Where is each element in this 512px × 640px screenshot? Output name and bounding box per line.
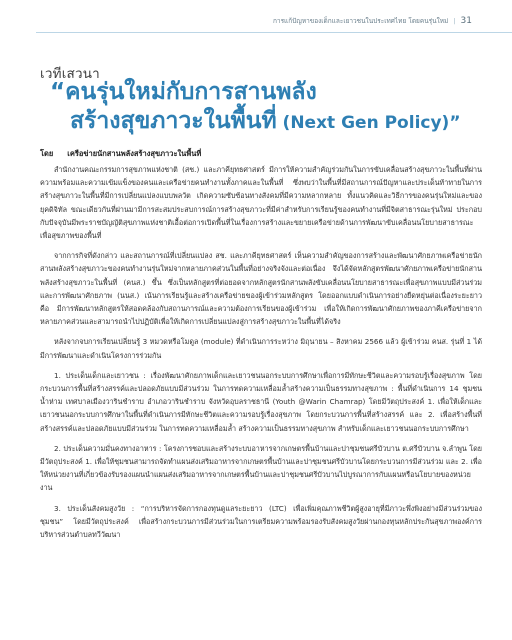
title-line-2	[50, 107, 461, 138]
title-line-2-thai: สร้างสุขภาวะในพื้นที่	[70, 108, 277, 134]
article-title	[50, 78, 461, 138]
byline-author: เครือข่ายนักสานพลังสร้างสุขภาวะในพื้นที่	[67, 149, 202, 158]
article-body	[40, 163, 482, 548]
title-line-1: “คนรุ่นใหม่กับการสานพลัง	[50, 79, 317, 105]
paragraph-item-food-security: 2. ประเด็นความมั่นคงทางอาหาร : โครงการชอบและสร้างระบบอาหารจากเกษตรพื้นบ้านและปาชุมชนศรีบัวบาน ต.ศรีบัวบาน จ.ลำพูน โดยมีวัตถุประสงค์ 1. เพื่อให้ชุมชนสามารถจัดทำแผนส่งเสริมอาหารจากเกษตรพื้นบ้านและปาชุมชนศรีบัวบานโดยกระบวนการมีส่วนร่วม และ 2. เพื่อให้หน่วยงานที่เกี่ยวข้องรับรองแผนนำแผนส่งเสริมอาหารจากเกษตรพื้นบ้านและปาชุมชนศรีบัวบานไปบูรณาการกับแผนหรือนโยบายของหน่วยงาน	[40, 443, 482, 493]
paragraph-item-youth: 1. ประเด็นเด็กและเยาวชน : เรื่องพัฒนาศักยภาพเด็กและเยาวชนนอกระบบการศึกษาเพื่อการมีทักษะชีวิตและความรอบรู้เรื่องสุขภาพ โดยกระบวนการพื้นที่สร้างสรรค์และปลอดภัยแบบมีส่วนร่วม ในการทดความเหลื่อมล้ำสร้างความเป็นธรรมทางสุขภาพ : พื้นที่ดำเนินการ 14 ชุมชนน้ำห่าม เทศบาลเมืองวารินชำราบ อำเภอวารินชำราบ จังหวัดอุบลราชธานี (Youth @Warin Chamrap) โดยมีวัตถุประสงค์ 1. เพื่อให้เด็กและเยาวชนนอกระบบการศึกษาในพื้นที่ดำเนินการมีทักษะชีวิตและความรอบรู้เรื่องสุขภาพ โดยกระบวนการพื้นที่สร้างสรรค์ และ 2. เพื่อสร้างพื้นที่สร้างสรรค์และปลอดภัยแบบมีส่วนร่วม ในการทดความเหลื่อมล้ำ สร้างความเป็นธรรมทางสุขภาพ สำหรับเด็กและเยาวชนนอกระบบการศึกษา	[40, 370, 482, 433]
title-line-2-english: (Next Gen Policy)”	[276, 113, 461, 133]
running-title: การแก้ปัญหาของเด็กและเยาวชนในประเทศไทย โดยคนรุ่นใหม่	[272, 17, 449, 25]
byline	[40, 148, 201, 160]
paragraph-summary: หลังจากจบการเรียนเปลี่ยนรู้ 3 หมวดหรือโมดูล (module) ที่ดำเนินการระหว่าง มิถุนายน – สิงหาคม 2566 แล้ว ผู้เข้าร่วม คนส. รุ่นที่ 1 ได้มีการพัฒนาและดำเนินโครงการร่วมกัน	[40, 337, 482, 360]
paragraph-context: จากการกิจที่ดังกล่าว และสถานการณ์ที่เปลี่ยนแปลง สช. และภาคียุทธศาสตร์ เห็นความสำคัญของการสร้างและพัฒนาศักยภาพเครือข่ายนักสานพลังสร้างสุขภาวะของคนทำงานรุ่นใหม่จากหลายภาคส่วนในพื้นที่อย่างจริงจังและต่อเนื่อง จึงได้จัดหลักสูตรพัฒนาศักยภาพเครือข่ายนักสานพลังสร้างสุขภาวะในพื้นที่ (คนส.) ขึ้น ซึ่งเป็นหลักสูตรที่ต่อยอดจากหลักสูตรนักสานพลังขับเคลื่อนนโยบายสาธารณะเพื่อสุขภาพแบบมีส่วนร่วมและการพัฒนาศักยภาพ (นนส.) เน้นการเรียนรู้และสร้างเครือข่ายของผู้เข้าร่วมหลักสูตร โดยออกแบบดำเนินการอย่างยืดหยุ่นต่อเนื่องระยะยาว คือ มีการพัฒนาหลักสูตรให้สอดคล้องกับสถานการณ์และความต้องการเรียนของผู้เข้าร่วม เพื่อให้เกิดการพัฒนาศักยภาพของภาคีเครือข่ายจากหลายภาคส่วนและสามารถนำไปปฏิบัติเพื่อให้เกิดการเปลี่ยนแปลงสู่การสร้างสุขภาวะในพื้นที่ได้จริง	[40, 251, 482, 327]
section-label: เวทีเสวนา	[40, 66, 100, 82]
paragraph-item-aging-society: 3. ประเด็นสังคมสูงวัย : “การบริหารจัดการกองทุนดูแลระยะยาว (LTC) เพื่อเพิ่มคุณภาพชีวิตผู้สูงอายุที่มีภาวะพึ่งพิงอย่างมีส่วนร่วมของชุมชน” โดยมีวัตถุประสงค์ เพื่อสร้างกระบวนการมีส่วนร่วมในการเตรียมความพร้อมรองรับสังคมสูงวัยผ่านกองทุนหลักประกันสุขภาพองค์การบริหารส่วนตำบลทวีวัฒนา	[40, 503, 482, 540]
byline-prefix: โดย	[40, 149, 54, 158]
paragraph-intro: สำนักงานคณะกรรมการสุขภาพแห่งชาติ (สช.) และภาคียุทธศาสตร์ มีการให้ความสำคัญร่วมกันในการขับเคลื่อนสร้างสุขภาวะในพื้นที่ผ่านความพร้อมและความเข้มแข็งของคนและเครือข่ายคนทำงานทั้งภาคและในพื้นที่ ซึ่งพบว่าในพื้นที่มีสถานการณ์ปัญหาและประเด็นท้าทายในการสร้างสุขภาวะในพื้นที่มีการเปลี่ยนแปลงแบบพลวัต เกิดความซับซ้อนทางสังคมที่มีความหลากหลาย ทั้งแนวคิดและวิธีการของคนรุ่นใหม่และของยุคดิจิทัล ขณะเดียวกันที่ผ่านมามีการสะสมประสบการณ์การสร้างสุขภาวะที่มีค่าสำหรับการเรียนรู้ของคนทำงานที่มีจิตสาธารณะรุ่นใหม่ ประกอบกับปัจจุบันมีพระราชบัญญัติสุขภาพแห่งชาติเอื้อต่อการเปิดพื้นที่ในเรื่องการสร้างและขยายเครือข่ายด้านการพัฒนาขับเคลื่อนนโยบายสาธารณะเพื่อสุขภาพของพื้นที่	[40, 165, 482, 241]
running-header	[273, 16, 472, 26]
page-number: 31	[460, 16, 472, 26]
header-rule	[36, 32, 512, 33]
header-separator: |	[453, 17, 456, 25]
